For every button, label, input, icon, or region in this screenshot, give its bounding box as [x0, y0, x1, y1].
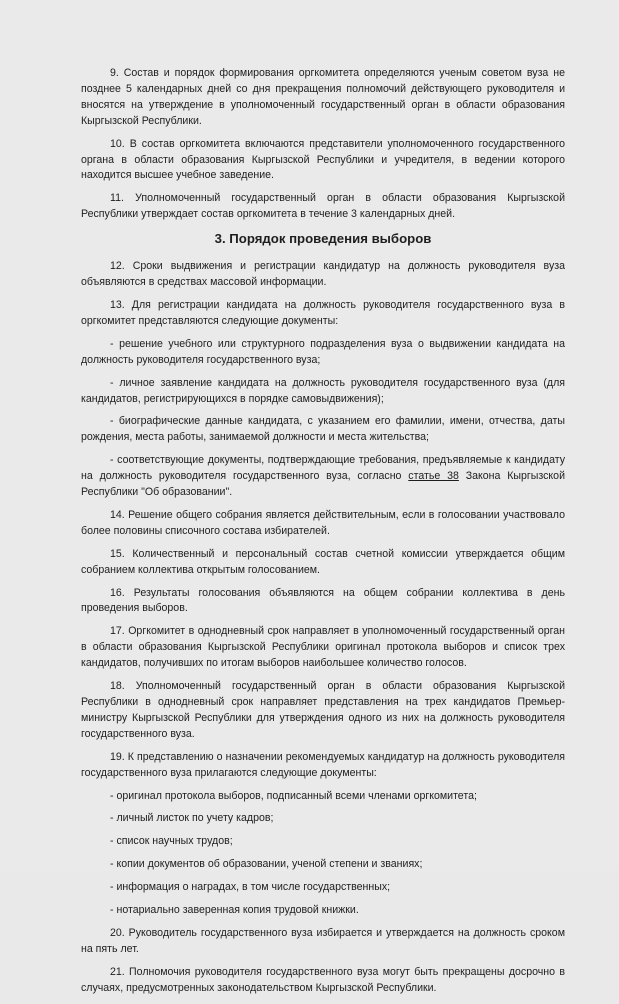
paragraph-12: 12. Сроки выдвижения и регистрации кандидатур на должность руководителя вуза объявляются в средствах массовой информации. [81, 260, 565, 289]
list-item: - биографические данные кандидата, с указанием его фамилии, имени, отчества, даты рождения, места работы, занимаемой должности и места жительства; [81, 415, 565, 444]
paragraph-13: 13. Для регистрации кандидата на должность руководителя государственного вуза в оргкомитет представляются следующие документы: [81, 298, 565, 327]
paragraph-15: 15. Количественный и персональный состав счетной комиссии утверждается общим собранием коллектива открытым голосованием. [81, 547, 565, 576]
paragraph-17: 17. Оргкомитет в однодневный срок направляет в уполномоченный государственный орган в области образования Кыргызской Республики оригинал протокола выборов и список трех кандидатов, получивших по итогам выборов наибольшее количество голосов. [81, 625, 565, 670]
list-item: - информация о наградах, в том числе государственных; [110, 881, 391, 894]
paragraph-16: 16. Результаты голосования объявляются на общем собрании коллектива в день проведения выборов. [81, 586, 565, 615]
paragraph-20: 20. Руководитель государственного вуза избирается и утверждается на должность сроком на пять лет. [81, 926, 565, 955]
paragraph-11: 11. Уполномоченный государственный орган в области образования Кыргызской Республики утверждает состав оргкомитета в течение 3 календарных дней. [81, 192, 565, 221]
section-heading: 3. Порядок проведения выборов [214, 231, 432, 247]
law-article-link[interactable]: статье 38 [408, 470, 459, 483]
paragraph-9: 9. Состав и порядок формирования оргкомитета определяются ученым советом вуза не позднее 5 календарных дней со дня прекращения полномочий действующего руководителя и вносятся на утверждение в уполномоченный государственный орган в области образования Кыргызской Республики. [81, 67, 565, 127]
list-item: - нотариально заверенная копия трудовой книжки. [110, 904, 359, 917]
document-body [81, 66, 565, 1004]
list-item: - список научных трудов; [110, 835, 233, 848]
list-item: - личный листок по учету кадров; [110, 812, 274, 825]
paragraph-18: 18. Уполномоченный государственный орган в области образования Кыргызской Республики в однодневный срок направляет представления на трех кандидатов Премьер-министру Кыргызской Республики для утверждения одного из них на должность руководителя государственного вуза. [81, 680, 565, 740]
paragraph-14: 14. Решение общего собрания является действительным, если в голосовании участвовало более половины списочного состава избирателей. [81, 508, 565, 537]
list-item [81, 453, 565, 501]
paragraph-19: 19. К представлению о назначении рекомендуемых кандидатур на должность руководителя государственного вуза прилагаются следующие документы: [81, 750, 565, 779]
list-item: - решение учебного или структурного подразделения вуза о выдвижении кандидата на должность руководителя государственного вуза; [81, 337, 565, 366]
paragraph-21: 21. Полномочия руководителя государственного вуза могут быть прекращены досрочно в случаях, предусмотренных законодательством Кыргызской Республики. [81, 965, 565, 994]
paragraph-10: 10. В состав оргкомитета включаются представители уполномоченного государственного органа в области образования Кыргызской Республики и учредителя, в ведении которого находится высшее учебное заведение. [81, 137, 565, 182]
list-item-text: - соответствующие документы, подтверждающие требования, предъявляемые к кандидату на должность руководителя государственного вуза, согласно [81, 454, 565, 483]
list-item: - копии документов об образовании, ученой степени и званиях; [110, 858, 423, 871]
list-item: - оригинал протокола выборов, подписанный всеми членами оргкомитета; [110, 789, 477, 802]
list-item: - личное заявление кандидата на должность руководителя государственного вуза (для кандидатов, регистрирующихся в порядке самовыдвижения); [81, 376, 565, 405]
list-item-text: Закона Кыргызской Республики "Об образовании". [81, 470, 565, 499]
